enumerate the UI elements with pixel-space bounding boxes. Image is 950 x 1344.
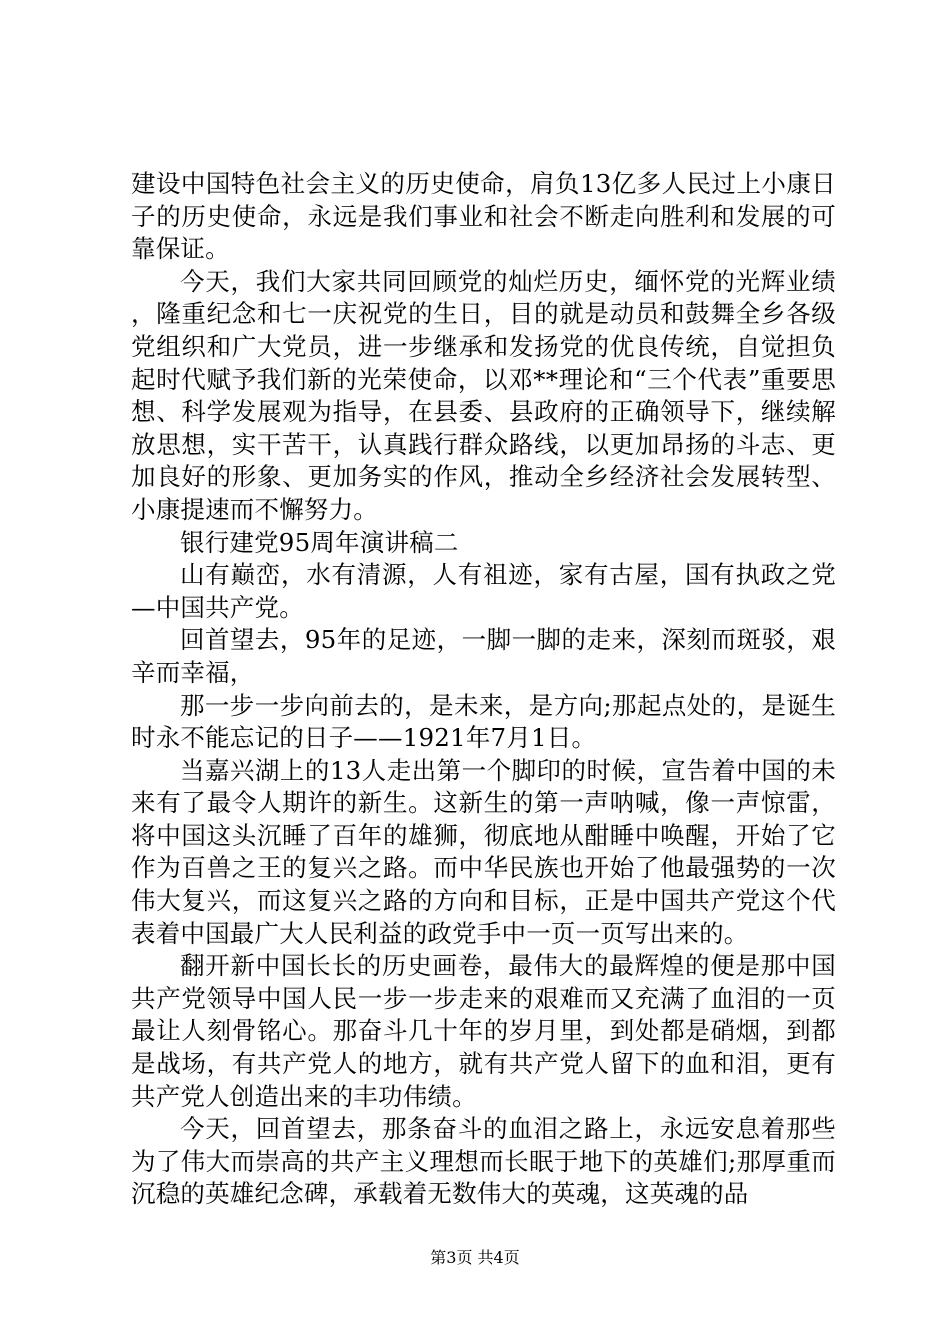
paragraph: 今天，回首望去，那条奋斗的血泪之路上，永远安息着那些为了伟大而崇高的共产主义理想而长眠于地下的英雄们;那厚重而沉稳的英雄纪念碑，承载着无数伟大的英魂，这英魂的品 bbox=[131, 1114, 836, 1209]
page-number: 第3页 共4页 bbox=[430, 1248, 520, 1267]
paragraph: 回首望去，95年的足迹，一脚一脚的走来，深刻而斑驳，艰辛而幸福， bbox=[131, 625, 836, 687]
paragraph-continuation: 建设中国特色社会主义的历史使命，肩负13亿多人民过上小康日子的历史使命，永远是我们事业和社会不断走向胜利和发展的可靠保证。 bbox=[131, 169, 836, 264]
section-heading: 银行建党95周年演讲稿二 bbox=[180, 527, 459, 557]
paragraph: 当嘉兴湖上的13人走出第一个脚印的时候，宣告着中国的未来有了最令人期许的新生。这新生的第一声呐喊，像一声惊雷，将中国这头沉睡了百年的雄狮，彻底地从酣睡中唤醒，开始了它作为百兽之王的复兴之路。而中华民族也开始了他最强势的一次伟大复兴，而这复兴之路的方向和目标，正是中国共产党这个代表着中国最广大人民利益的政党手中一页一页写出来的。 bbox=[131, 755, 836, 948]
paragraph: 山有巅峦，水有清源，人有祖迹，家有古屋，国有执政之党—中国共产党。 bbox=[131, 560, 836, 622]
paragraph: 翻开新中国长长的历史画卷，最伟大的最辉煌的便是那中国共产党领导中国人民一步一步走来的艰难而又充满了血泪的一页最让人刻骨铭心。那奋斗几十年的岁月里，到处都是硝烟，到都是战场，有共产党人的地方，就有共产党人留下的血和泪，更有共产党人创造出来的丰功伟绩。 bbox=[131, 951, 836, 1111]
paragraph: 今天，我们大家共同回顾党的灿烂历史，缅怀党的光辉业绩，隆重纪念和七一庆祝党的生日，目的就是动员和鼓舞全乡各级党组织和广大党员，进一步继承和发扬党的优良传统，自觉担负起时代赋予我们新的光荣使命，以邓**理论和“三个代表”重要思想、科学发展观为指导，在县委、县政府的正确领导下，继续解放思想，实干苦干，认真践行群众路线，以更加昂扬的斗志、更加良好的形象、更加务实的作风，推动全乡经济社会发展转型、小康提速而不懈努力。 bbox=[131, 266, 836, 524]
document-body bbox=[131, 168, 836, 1211]
paragraph: 那一步一步向前去的，是未来，是方向;那起点处的，是诞生时永不能忘记的日子——1921年7月1日。 bbox=[131, 690, 836, 753]
page-footer bbox=[0, 1248, 950, 1268]
